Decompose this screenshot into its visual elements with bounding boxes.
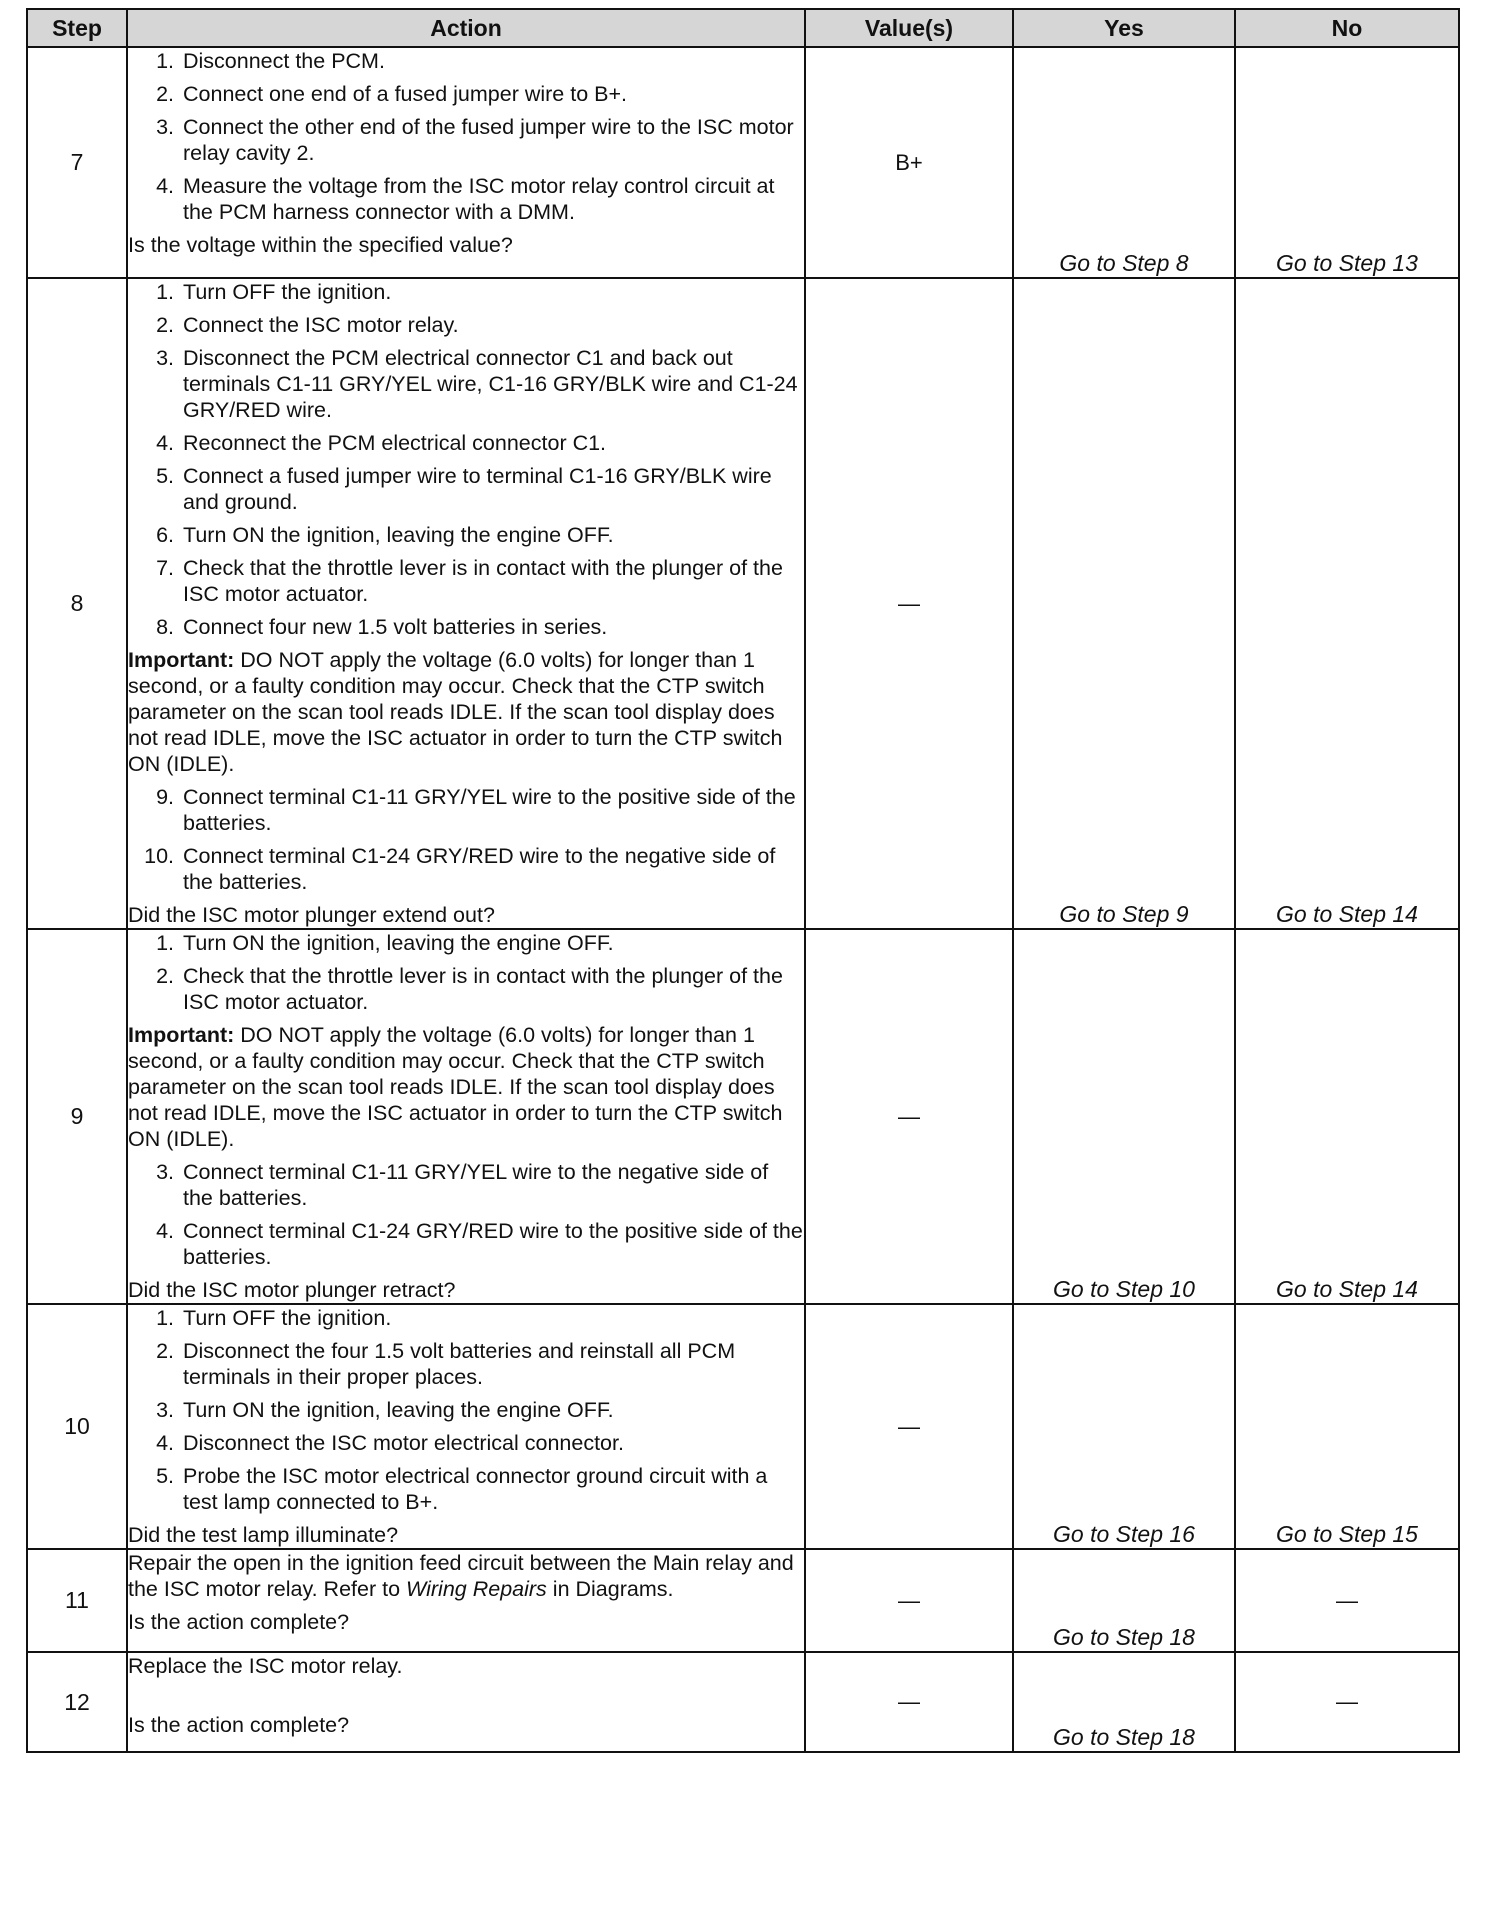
action-step-number: 9. <box>156 785 174 809</box>
action-step-number: 4. <box>156 174 174 198</box>
action-step-number: 1. <box>156 931 174 955</box>
action-step-text: Disconnect the four 1.5 volt batteries and reinstall all PCM terminals in their proper places. <box>183 1339 736 1389</box>
no-cell: Go to Step 13 <box>1235 47 1459 278</box>
action-cell <box>127 1652 805 1752</box>
action-steps-list <box>128 279 804 640</box>
header-values: Value(s) <box>805 9 1013 47</box>
action-step <box>128 843 804 895</box>
header-no: No <box>1235 9 1459 47</box>
action-step-text: Turn ON the ignition, leaving the engine OFF. <box>183 1398 614 1422</box>
action-step <box>128 279 804 305</box>
action-step-number: 3. <box>156 346 174 370</box>
action-step <box>128 1338 804 1390</box>
action-step <box>128 614 804 640</box>
table-row <box>27 1304 1459 1549</box>
action-step-number: 5. <box>156 1464 174 1488</box>
action-step-text: Turn ON the ignition, leaving the engine OFF. <box>183 931 614 955</box>
no-cell <box>1235 1652 1459 1752</box>
important-text: DO NOT apply the voltage (6.0 volts) for longer than 1 second, or a faulty condition may occur. Check that the CTP switch parameter on the scan tool reads IDLE. If the scan tool display does not read IDLE, move the ISC actuator in order to turn the CTP switch ON (IDLE). <box>128 1023 783 1151</box>
action-step-text: Connect a fused jumper wire to terminal C1-16 GRY/BLK wire and ground. <box>183 464 772 514</box>
value-cell: B+ <box>805 47 1013 278</box>
action-steps-list <box>128 930 804 1015</box>
yes-cell: Go to Step 9 <box>1013 278 1235 929</box>
action-step <box>128 430 804 456</box>
action-step-text: Check that the throttle lever is in contact with the plunger of the ISC motor actuator. <box>183 556 783 606</box>
action-step <box>128 312 804 338</box>
yes-cell: Go to Step 18 <box>1013 1652 1235 1752</box>
action-cell <box>127 1549 805 1652</box>
action-question: Did the test lamp illuminate? <box>128 1523 399 1547</box>
blank-line <box>128 1686 804 1712</box>
yes-cell: Go to Step 16 <box>1013 1304 1235 1549</box>
action-step <box>128 522 804 548</box>
action-step-number: 4. <box>156 1219 174 1243</box>
step-number: 11 <box>27 1549 127 1652</box>
header-yes: Yes <box>1013 9 1235 47</box>
table-row <box>27 1652 1459 1752</box>
action-step-number: 1. <box>156 1306 174 1330</box>
action-step-number: 7. <box>156 556 174 580</box>
value-cell: — <box>805 929 1013 1304</box>
action-step <box>128 1463 804 1515</box>
important-text: DO NOT apply the voltage (6.0 volts) for longer than 1 second, or a faulty condition may occur. Check that the CTP switch parameter on the scan tool reads IDLE. If the scan tool display does not read IDLE, move the ISC actuator in order to turn the CTP switch ON (IDLE). <box>128 648 783 776</box>
value-cell: — <box>805 1652 1013 1752</box>
yes-cell: Go to Step 18 <box>1013 1549 1235 1652</box>
action-step <box>128 81 804 107</box>
step-number: 10 <box>27 1304 127 1549</box>
action-step-text: Connect terminal C1-24 GRY/RED wire to the positive side of the batteries. <box>183 1219 803 1269</box>
header-row <box>27 9 1459 47</box>
table-row <box>27 278 1459 929</box>
action-paragraph-text: Replace the ISC motor relay. <box>128 1654 403 1678</box>
action-step-text: Turn ON the ignition, leaving the engine OFF. <box>183 523 614 547</box>
action-paragraph <box>128 1653 804 1679</box>
action-step-text: Disconnect the PCM electrical connector C1 and back out terminals C1-11 GRY/YEL wire, C1-16 GRY/BLK wire and C1-24 GRY/RED wire. <box>183 346 798 422</box>
action-steps-list <box>128 1305 804 1515</box>
action-paragraph-tail: in Diagrams. <box>546 1577 674 1601</box>
action-cell <box>127 47 805 278</box>
step-number: 7 <box>27 47 127 278</box>
action-step <box>128 784 804 836</box>
action-paragraph <box>128 1550 804 1602</box>
yes-cell: Go to Step 8 <box>1013 47 1235 278</box>
action-step-text: Disconnect the ISC motor electrical connector. <box>183 1431 624 1455</box>
action-step <box>128 1159 804 1211</box>
action-step-number: 8. <box>156 615 174 639</box>
action-question: Is the voltage within the specified value? <box>128 233 513 257</box>
action-step-number: 3. <box>156 115 174 139</box>
action-step-text: Check that the throttle lever is in contact with the plunger of the ISC motor actuator. <box>183 964 783 1014</box>
step-number: 9 <box>27 929 127 1304</box>
header-action: Action <box>127 9 805 47</box>
no-cell <box>1235 1549 1459 1652</box>
action-step-number: 6. <box>156 523 174 547</box>
step-number: 8 <box>27 278 127 929</box>
action-step-number: 4. <box>156 431 174 455</box>
action-cell <box>127 1304 805 1549</box>
action-question: Did the ISC motor plunger extend out? <box>128 903 495 927</box>
action-steps-list <box>128 48 804 225</box>
action-step <box>128 463 804 515</box>
action-step-text: Connect terminal C1-11 GRY/YEL wire to the negative side of the batteries. <box>183 1160 769 1210</box>
action-step <box>128 345 804 423</box>
table-row <box>27 47 1459 278</box>
action-step-text: Turn OFF the ignition. <box>183 280 392 304</box>
value-cell: — <box>805 1304 1013 1549</box>
action-step-text: Measure the voltage from the ISC motor relay control circuit at the PCM harness connector with a DMM. <box>183 174 775 224</box>
action-step <box>128 1218 804 1270</box>
step-number: 12 <box>27 1652 127 1752</box>
action-step-number: 1. <box>156 280 174 304</box>
no-cell: Go to Step 14 <box>1235 278 1459 929</box>
action-question: Is the action complete? <box>128 1713 350 1737</box>
action-cell <box>127 278 805 929</box>
action-step <box>128 1397 804 1423</box>
action-step-number: 1. <box>156 49 174 73</box>
action-step-text: Connect the other end of the fused jumper wire to the ISC motor relay cavity 2. <box>183 115 794 165</box>
action-step-number: 2. <box>156 964 174 988</box>
header-step: Step <box>27 9 127 47</box>
action-step-text: Connect the ISC motor relay. <box>183 313 459 337</box>
reference-link-text: Wiring Repairs <box>406 1577 547 1601</box>
important-note <box>128 647 804 777</box>
important-note <box>128 1022 804 1152</box>
action-step <box>128 114 804 166</box>
action-step <box>128 173 804 225</box>
no-cell: Go to Step 15 <box>1235 1304 1459 1549</box>
action-step <box>128 930 804 956</box>
action-question: Is the action complete? <box>128 1610 350 1634</box>
yes-cell: Go to Step 10 <box>1013 929 1235 1304</box>
action-step-text: Probe the ISC motor electrical connector ground circuit with a test lamp connected to B+. <box>183 1464 768 1514</box>
action-paragraph-text: Repair the open in the ignition feed circuit between the Main relay and the ISC motor relay. Refer to <box>128 1551 794 1601</box>
action-step-number: 5. <box>156 464 174 488</box>
important-label: Important: <box>128 648 235 672</box>
action-step <box>128 48 804 74</box>
action-step-text: Connect terminal C1-11 GRY/YEL wire to the positive side of the batteries. <box>183 785 796 835</box>
no-dash: — <box>1336 1587 1358 1613</box>
action-step <box>128 963 804 1015</box>
action-step-number: 2. <box>156 82 174 106</box>
action-step-number: 4. <box>156 1431 174 1455</box>
no-dash: — <box>1336 1689 1358 1714</box>
action-steps-list <box>128 1159 804 1270</box>
table-body <box>27 47 1459 1752</box>
important-label: Important: <box>128 1023 235 1047</box>
value-cell: — <box>805 1549 1013 1652</box>
action-step-number: 2. <box>156 313 174 337</box>
action-step-number: 2. <box>156 1339 174 1363</box>
action-step-text: Connect four new 1.5 volt batteries in series. <box>183 615 608 639</box>
table-row <box>27 1549 1459 1652</box>
action-step-text: Turn OFF the ignition. <box>183 1306 392 1330</box>
no-cell: Go to Step 14 <box>1235 929 1459 1304</box>
action-step-text: Disconnect the PCM. <box>183 49 385 73</box>
diagnostic-table-page <box>26 8 1458 1753</box>
action-step-text: Reconnect the PCM electrical connector C1. <box>183 431 607 455</box>
action-step-text: Connect one end of a fused jumper wire to B+. <box>183 82 628 106</box>
action-step-number: 10. <box>144 844 174 868</box>
action-step-number: 3. <box>156 1160 174 1184</box>
action-question: Did the ISC motor plunger retract? <box>128 1278 456 1302</box>
action-step <box>128 555 804 607</box>
action-cell <box>127 929 805 1304</box>
action-step-text: Connect terminal C1-24 GRY/RED wire to the negative side of the batteries. <box>183 844 776 894</box>
diagnostic-table <box>26 8 1460 1753</box>
action-step <box>128 1305 804 1331</box>
action-steps-list <box>128 784 804 895</box>
value-cell: — <box>805 278 1013 929</box>
table-row <box>27 929 1459 1304</box>
action-step <box>128 1430 804 1456</box>
action-step-number: 3. <box>156 1398 174 1422</box>
